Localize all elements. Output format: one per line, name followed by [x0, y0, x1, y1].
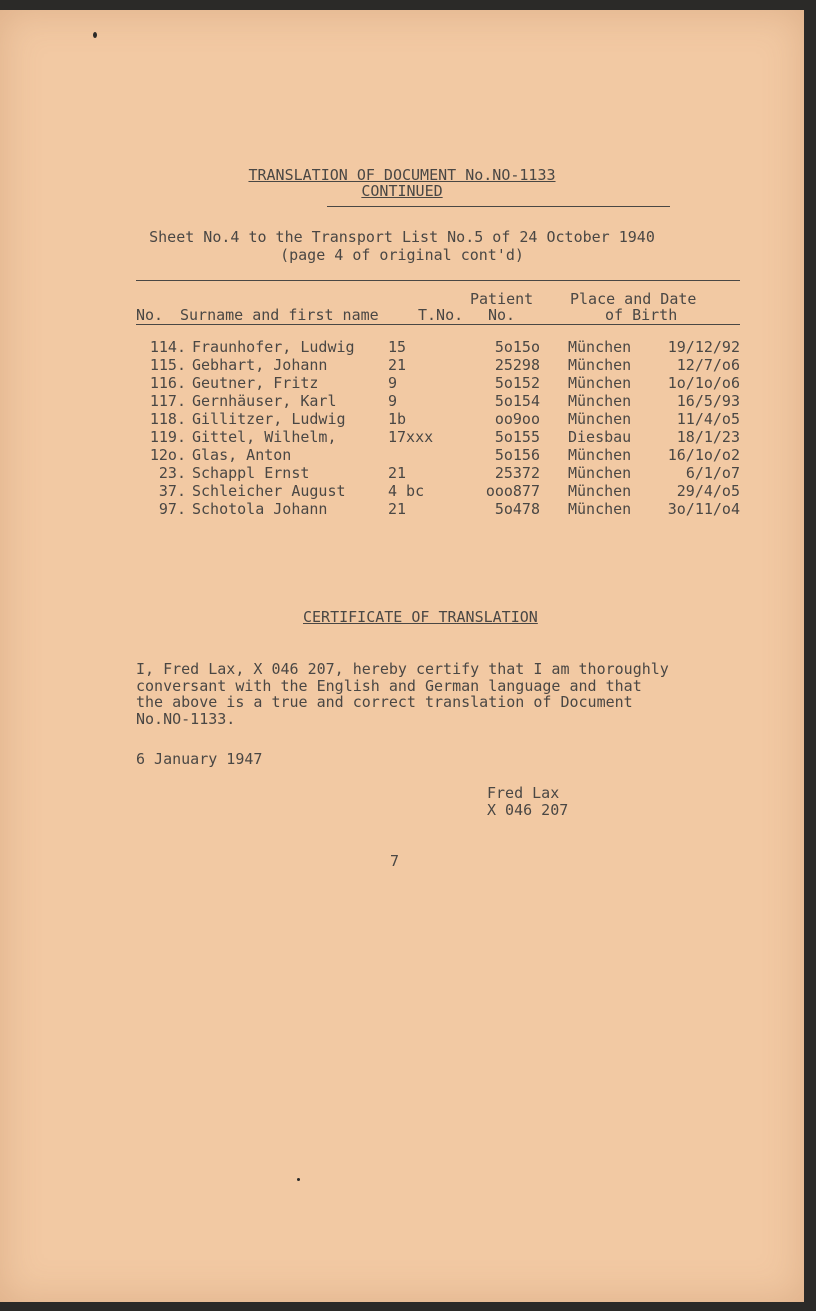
cell-tno: 9 — [388, 374, 398, 392]
table-row — [134, 374, 740, 392]
col-patient-bottom: No. — [488, 306, 516, 324]
table-header-rule — [136, 324, 740, 325]
cell-place: Diesbau — [568, 428, 632, 446]
cell-name: Schleicher August — [192, 482, 346, 500]
certificate-paragraph — [136, 660, 736, 726]
certificate-line: No.NO-1133. — [136, 709, 236, 728]
cell-name: Gittel, Wilhelm, — [192, 428, 337, 446]
certificate-line: I, Fred Lax, X 046 207, hereby certify that I am thoroughly — [136, 660, 669, 678]
cell-no: 115. — [149, 356, 186, 374]
document-title: TRANSLATION OF DOCUMENT No.NO-1133 — [248, 166, 556, 184]
cell-date: 3o/11/o4 — [667, 500, 740, 518]
cell-tno: 1b — [388, 410, 407, 428]
table-row — [134, 356, 740, 374]
ink-speck — [93, 32, 97, 38]
cell-patient: 5o152 — [494, 374, 540, 392]
cell-no: 12o. — [149, 446, 186, 464]
cell-date: 16/1o/o2 — [667, 446, 740, 464]
cell-date: 6/1/o7 — [685, 464, 740, 482]
cell-date: 29/4/o5 — [676, 482, 740, 500]
signature-block — [487, 784, 568, 817]
table-row — [134, 410, 740, 428]
cell-place: München — [568, 500, 632, 518]
cell-name: Geutner, Fritz — [192, 374, 319, 392]
table-row — [134, 482, 740, 500]
cell-date: 18/1/23 — [676, 428, 740, 446]
cell-patient: 5o156 — [494, 446, 540, 464]
col-patient-top: Patient — [470, 290, 534, 308]
cell-no: 116. — [149, 374, 186, 392]
sheet-line-2: (page 4 of original cont'd) — [280, 246, 524, 264]
cell-no: 23. — [158, 464, 186, 482]
cell-place: München — [568, 464, 632, 482]
table-row — [134, 338, 740, 356]
signature-name: Fred Lax — [487, 784, 560, 802]
cell-patient: 25372 — [494, 464, 540, 482]
col-place-bottom: of Birth — [605, 306, 678, 324]
cell-no: 118. — [149, 410, 186, 428]
cell-name: Gillitzer, Ludwig — [192, 410, 346, 428]
cell-no: 97. — [158, 500, 186, 518]
cell-name: Gernhäuser, Karl — [192, 392, 337, 410]
certificate-line: conversant with the English and German language and that — [136, 676, 642, 695]
cell-place: München — [568, 338, 632, 356]
title-rule — [327, 206, 670, 207]
cell-patient: 25298 — [494, 356, 540, 374]
cell-tno: 21 — [388, 356, 407, 374]
cell-name: Gebhart, Johann — [192, 356, 328, 374]
cell-patient: 5o155 — [494, 428, 540, 446]
table-row — [134, 464, 740, 482]
cell-tno: 17xxx — [388, 428, 434, 446]
col-tno: T.No. — [418, 306, 464, 324]
cell-patient: 5o15o — [494, 338, 540, 356]
cell-tno: 21 — [388, 500, 407, 518]
cell-date: 11/4/o5 — [676, 410, 740, 428]
cell-no: 37. — [158, 482, 186, 500]
cell-no: 117. — [149, 392, 186, 410]
cell-patient: oo9oo — [494, 410, 540, 428]
certificate-line: the above is a true and correct translation of Document — [136, 693, 633, 711]
cell-place: München — [568, 482, 632, 500]
document-subtitle: CONTINUED — [361, 182, 443, 200]
table-row — [134, 392, 740, 410]
table-row — [134, 428, 740, 446]
col-place-top: Place and Date — [570, 290, 697, 308]
table-top-rule — [136, 280, 740, 281]
cell-tno: 15 — [388, 338, 407, 356]
cell-place: München — [568, 446, 632, 464]
cell-date: 1o/1o/o6 — [667, 374, 740, 392]
cell-name: Glas, Anton — [192, 446, 292, 464]
cell-no: 114. — [149, 338, 186, 356]
cell-tno: 21 — [388, 464, 407, 482]
sheet-line-1: Sheet No.4 to the Transport List No.5 of 24 October 1940 — [149, 228, 655, 246]
cell-patient: 5o478 — [494, 500, 540, 518]
document-page — [0, 10, 804, 1302]
transport-table — [134, 338, 740, 518]
cell-patient: 5o154 — [494, 392, 540, 410]
cell-name: Schotola Johann — [192, 500, 328, 518]
col-name: Surname and first name — [180, 306, 379, 324]
cell-tno — [388, 446, 458, 464]
cell-no: 119. — [149, 428, 186, 446]
cell-date: 16/5/93 — [676, 392, 740, 410]
cell-date: 12/7/o6 — [676, 356, 740, 374]
cell-date: 19/12/92 — [667, 338, 740, 356]
cell-name: Schappl Ernst — [192, 464, 310, 482]
certificate-date: 6 January 1947 — [136, 750, 263, 768]
cell-tno: 4 bc — [388, 482, 425, 500]
table-row — [134, 500, 740, 518]
cell-tno: 9 — [388, 392, 398, 410]
cell-patient: ooo877 — [485, 482, 540, 500]
cell-place: München — [568, 410, 632, 428]
cell-place: München — [568, 392, 632, 410]
ink-speck — [297, 1178, 300, 1181]
page-number: 7 — [390, 852, 400, 870]
cell-place: München — [568, 356, 632, 374]
cell-name: Fraunhofer, Ludwig — [192, 338, 355, 356]
certificate-title: CERTIFICATE OF TRANSLATION — [303, 608, 538, 626]
cell-place: München — [568, 374, 632, 392]
table-row — [134, 446, 740, 464]
col-no: No. — [136, 306, 164, 324]
signature-id: X 046 207 — [487, 800, 569, 819]
